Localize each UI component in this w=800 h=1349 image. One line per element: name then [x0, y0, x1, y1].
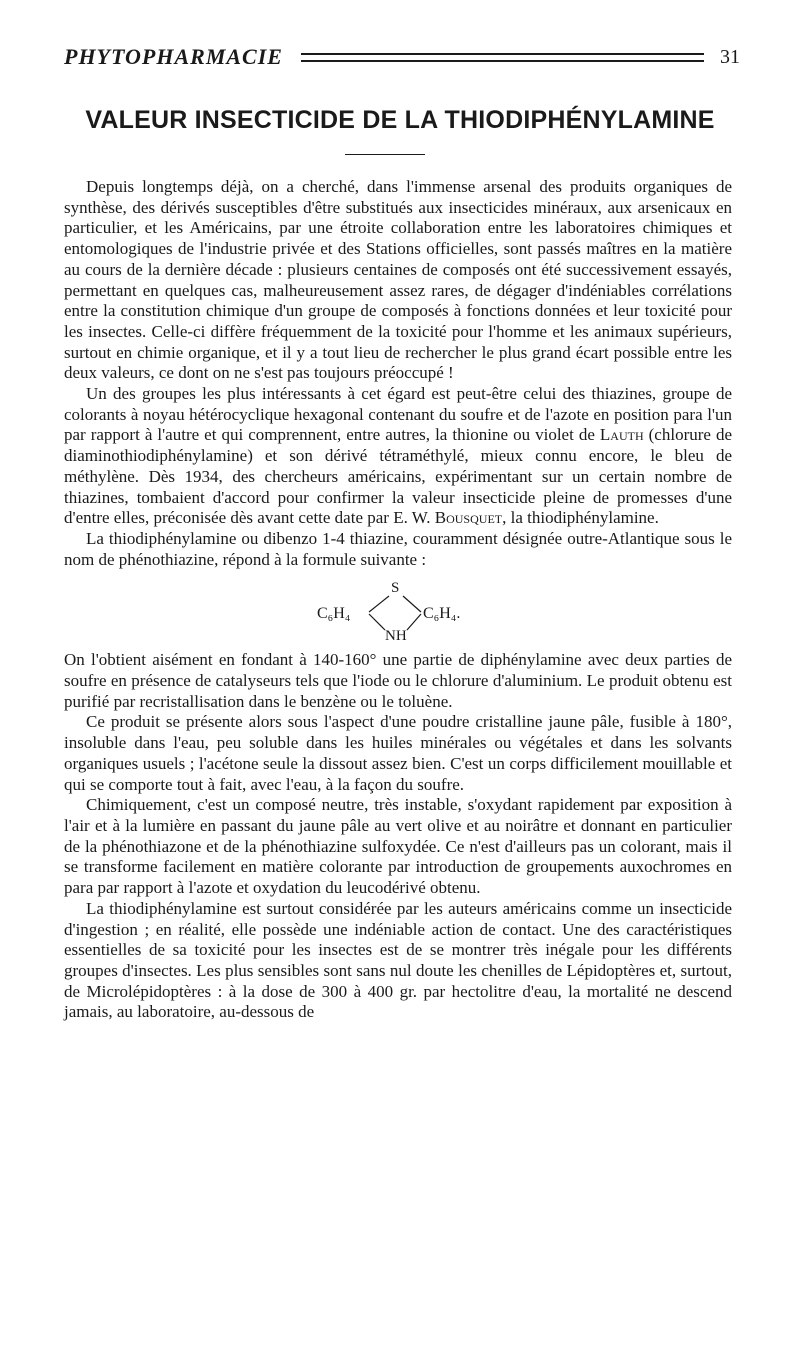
title-separator	[345, 154, 425, 155]
paragraph-2-text-c: , la thiodiphénylamine.	[502, 508, 659, 528]
paragraph-3: La thiodiphénylamine ou dibenzo 1-4 thiazine, couramment désignée outre-Atlantique sous le nom de phénothiazine, répond à la formule suivante :	[64, 528, 732, 569]
article-body	[64, 177, 732, 1023]
author-name-lauth: Lauth	[599, 425, 644, 445]
running-header	[64, 40, 740, 74]
article-title: VALEUR INSECTICIDE DE LA THIODIPHÉNYLAMINE	[85, 106, 715, 134]
paragraph-2-text-b: (chlorure de diaminothiodiphénylamine) et son dérivé tétraméthylé, mieux connu encore, le bleu de méthylène. Dès 1934, des chercheurs américains, expérimentant sur un certain nombre de thiazines, tombaient d'accord pour confirmer la valeur insecticide pleine de promesses d'une d'entre elles, préconisée dès avant cette date par E. W.	[64, 425, 733, 528]
author-name-bousquet: Bousquet	[434, 508, 503, 528]
paragraph-5: Ce produit se présente alors sous l'aspect d'une poudre cristalline jaune pâle, fusible à 180°, insoluble dans l'eau, peu soluble dans les huiles minérales ou végétales et dans les solvants organiques usuels ; l'acétone seule la dissout assez bien. C'est un corps difficilement mouillable et qui se comporte tout à fait, avec l'eau, à la façon du soufre.	[64, 712, 732, 794]
bond-right-bottom	[407, 614, 421, 630]
formula-sulfur: S	[391, 580, 400, 597]
bond-right-top	[403, 596, 421, 612]
journal-title: PHYTOPHARMACIE	[64, 44, 283, 69]
formula-right-group: C₆H₄.	[423, 605, 461, 623]
page-number: 31	[720, 45, 740, 68]
paragraph-4: On l'obtient aisément en fondant à 140-160° une partie de diphénylamine avec deux parties de soufre en présence de catalyseurs tels que l'iode ou le chlorure d'aluminium. Le produit obtenu est purifié par recristallisation dans le benzène ou le toluène.	[64, 650, 732, 711]
bond-left-top	[369, 596, 389, 612]
paragraph-2	[64, 384, 732, 529]
paragraph-7: La thiodiphénylamine est surtout considérée par les auteurs américains comme un insecticide d'ingestion ; en réalité, elle possède une indéniable action de contact. Une des caractéristiques essentielles de sa toxicité pour les insectes est de se montrer très inégale pour les différents groupes d'insectes. Les plus sensibles sont sans nul doute les chenilles de Lépidoptères et, surtout, de Microlépidoptères : à la dose de 300 à 400 gr. par hectolitre d'eau, la mortalité ne descend jamais, au laboratoire, au-dessous de	[64, 898, 732, 1022]
bond-left-bottom	[369, 614, 385, 630]
paragraph-2-text-a: Un des groupes les plus intéressants à cet égard est peut-être celui des thiazines, groupe de colorants à noyau hétérocyclique hexagonal contenant du soufre et de l'azote en position para l'un par rapport à l'autre et qui comprennent, entre autres, la thionine ou violet de	[64, 384, 732, 445]
paragraph-1: Depuis longtemps déjà, on a cherché, dans l'immense arsenal des produits organiques de synthèse, des dérivés susceptibles d'être substitués aux insecticides minéraux, aux arsenicaux en particulier, et les Américains, par une étroite collaboration entre les laboratoires chimiques et entomologiques de l'industrie privée et des Stations officielles, sont passés maîtres en la matière au cours de la dernière décade : plusieurs centaines de composés ont été successivement essayés, permettant en quelques cas, malheureusement assez rares, de dégager d'indéniables corrélations entre la constitution chimique d'un groupe de composés à fonctions données et leur toxicité pour les insectes. Celle-ci diffère fréquemment de la toxicité pour l'homme et les animaux supérieurs, surtout en chimie organique, et il y a tout lieu de rechercher le plus grand écart possible entre les deux valeurs, ce dont on ne s'est pas toujours préoccupé !	[64, 177, 732, 383]
chemical-formula	[64, 570, 732, 650]
formula-nh: NH	[385, 628, 407, 645]
paragraph-6: Chimiquement, c'est un composé neutre, très instable, s'oxydant rapidement par exposition à l'air et à la lumière en passant du jaune pâle au vert olive et au noirâtre et donnant en particulier de la phénothiazone et de la phénothiazine sulfoxydée. Ce n'est d'ailleurs pas un colorant, mais il se transforme facilement en matière colorante par introduction de groupements auxochromes en para par rapport à l'azote et oxydation du leucodérivé obtenu.	[64, 795, 732, 898]
header-double-rule	[301, 53, 704, 62]
formula-left-group: C₆H₄	[317, 605, 351, 623]
phenothiazine-structure	[313, 574, 483, 646]
